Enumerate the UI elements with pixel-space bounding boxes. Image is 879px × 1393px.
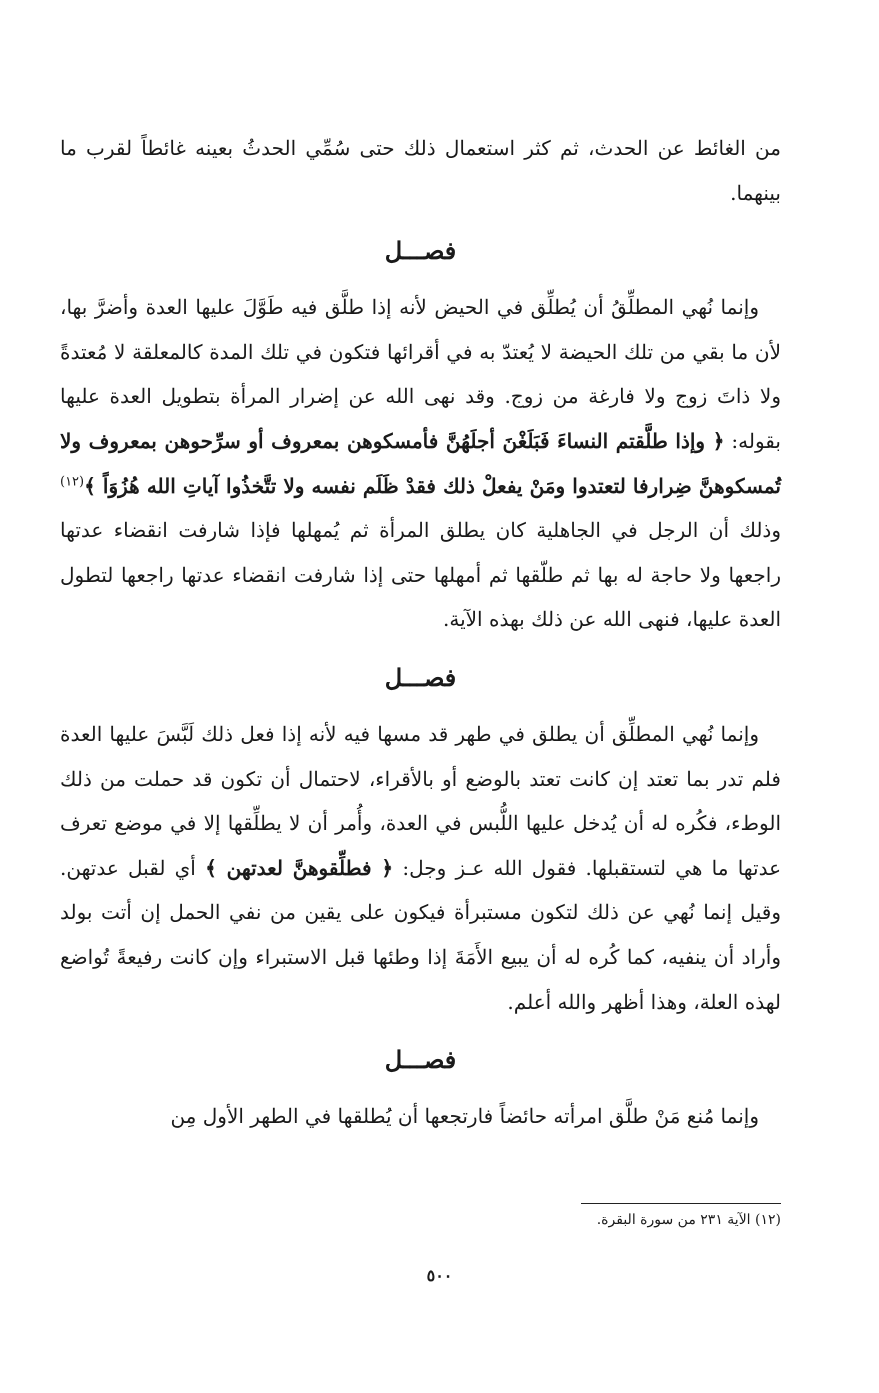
page-number: ٥٠٠ — [426, 1266, 453, 1285]
paragraph-continuation: من الغائط عن الحدث، ثم كثر استعمال ذلك حتى سُمِّي الحدثُ بعينه غائطاً لقرب ما بينهما. — [60, 136, 781, 205]
section-heading-3: فصـــل — [384, 1045, 457, 1075]
section-3-paragraph: وإنما مُنع مَنْ طلَّق امرأته حائضاً فارتجعها أن يُطلقها في الطهر الأول مِن — [170, 1104, 759, 1129]
section-2-text-a: وإنما نُهي المطلِّق أن يطلق في طهر قد مسها فيه لأنه إذا فعل ذلك لَبَّسَ عليها العدة فلم تدر بما تعتد إن كانت تعتد بالوضع أو بالأقراء، لاحتمال أن تكون قد حملت من ذلك الوطء، فكُره له أن يُدخل عليها اللُّبس في العدة، وأُمر أن لا يطلِّقها إلا في موضع تعرف عدتها ما هي لتستقبلها. فقول الله عـز وجل: — [60, 721, 781, 880]
page-body — [60, 126, 781, 1139]
footnote-marker: (١٢) — [60, 473, 85, 489]
section-1-text-a: وإنما نُهي المطلِّقُ أن يُطلِّق في الحيض لأنه إذا طلَّق فيه طَوَّلَ عليها العدة وأضرَّ بها، لأن ما بقي من تلك الحيضة لا يُعتدّ به في أقرائها فتكون في تلك المدة كالمعلقة لا مُعتدةً ولا ذاتَ زوج ولا فارغة من زوج. وقد نهى الله عن إضرار المرأة بتطويل العدة عليها بقوله: — [60, 295, 781, 453]
section-heading-1: فصـــل — [384, 236, 457, 266]
quran-quote-2: ﴿ فطلِّقوهنَّ لعدتهن ﴾ — [205, 855, 394, 880]
section-1-text-b: وذلك أن الرجل في الجاهلية كان يطلق المرأة ثم يُمهلها فإذا شارفت انقضاء عدتها راجعها ولا حاجة له بها ثم طلّقها ثم أمهلها حتى إذا شارفت انقضاء عدتها راجعها لتطول العدة عليها، فنهى الله عن ذلك بهذه الآية. — [60, 518, 781, 632]
section-2-text-b: أي لقبل عدتهن. وقيل إنما نُهي عن ذلك لتكون مستبرأة فيكون على يقين من نفي الحمل إن أتت بولد وأراد أن ينفيه، كما كُره له أن يبيع الأَمَةَ إذا وطئها قبل الاستبراء وإن كانت رفيعةً تُواضع لهذه العلة، وهذا أظهر والله أعلم. — [60, 855, 781, 1014]
footnote: (١٢) الآية ٢٣١ من سورة البقرة. — [596, 1212, 781, 1228]
section-1-paragraph — [60, 285, 781, 642]
section-heading-2: فصـــل — [384, 662, 457, 692]
quran-quote-1: ﴿ وإذا طلَّقتم النساءَ فَبَلَغْنَ أجلَهُنَّ فأمسكوهن بمعروف أو سرِّحوهن بمعروف ولا تُمسكوهنَّ ضِرارفا لتعتدوا ومَنْ يفعلْ ذلك فقدْ ظَلَم نفسه ولا تتَّخذُوا آياتِ الله هُزُوَاً ﴾ — [60, 428, 781, 498]
section-2-paragraph — [60, 712, 781, 1024]
footnote-divider — [581, 1203, 781, 1204]
